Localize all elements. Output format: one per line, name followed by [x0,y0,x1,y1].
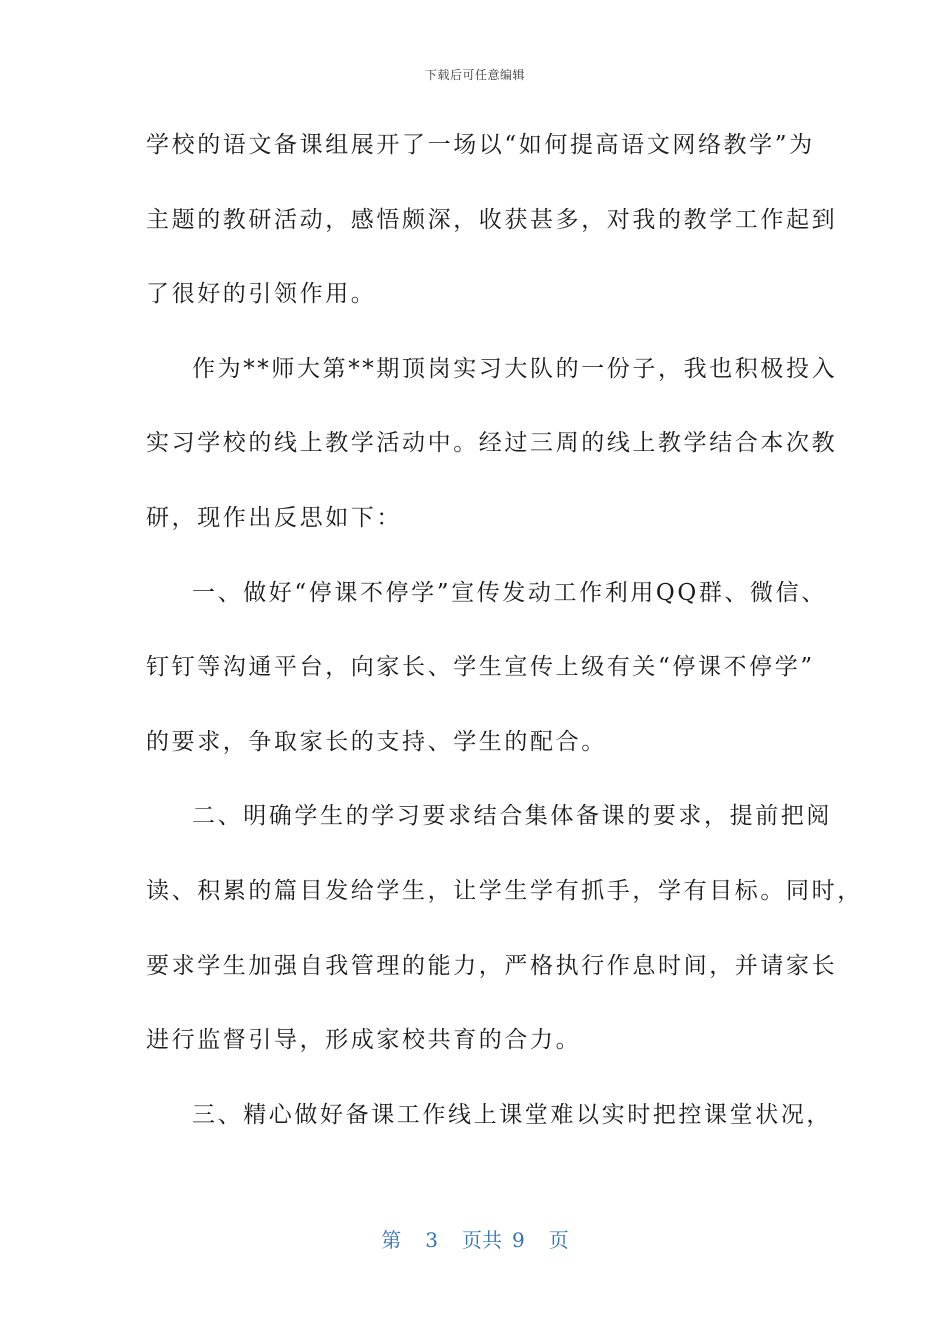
header-note: 下载后可任意编辑 [424,68,525,82]
footer-suffix: 页 [548,1228,569,1252]
text-line: 要求学生加强自我管理的能力，严格执行作息时间，并请家长 [146,952,838,979]
text-line: 读、积累的篇目发给学生，让学生学有抓手，学有目标。同时， [146,877,863,904]
text-line: 作为**师大第**期顶岗实习大队的一份子，我也积极投入 [192,355,838,382]
text-line: 主题的教研活动，感悟颇深，收获甚多，对我的教学工作起到 [146,206,838,233]
text-line: 学校的语文备课组展开了一场以“如何提高语文网络教学”为 [146,132,815,158]
total-pages-number: 9 [512,1228,525,1252]
text-line: 研，现作出反思如下： [146,504,402,531]
text-line: 钉钉等沟通平台，向家长、学生宣传上级有关“停课不停学” [146,654,815,681]
document-body [146,121,863,1165]
text-line: 三、精心做好备课工作线上课堂难以实时把控课堂状况， [192,1101,832,1128]
text-line: 实习学校的线上教学活动中。经过三周的线上教学结合本次教 [146,430,838,457]
footer-middle: 页共 [462,1228,502,1252]
text-line: 了很好的引领作用。 [146,281,377,308]
footer-prefix: 第 [381,1228,402,1252]
text-line: 的要求，争取家长的支持、学生的配合。 [146,728,607,755]
current-page-number: 3 [425,1228,438,1252]
page-number-footer [0,1224,950,1253]
text-line: 一、做好“停课不停学”宣传发动工作利用QQ群、微信、 [192,579,827,606]
text-line: 二、明确学生的学习要求结合集体备课的要求，提前把阅 [192,803,832,830]
text-line: 进行监督引导，形成家校共育的合力。 [146,1027,582,1054]
